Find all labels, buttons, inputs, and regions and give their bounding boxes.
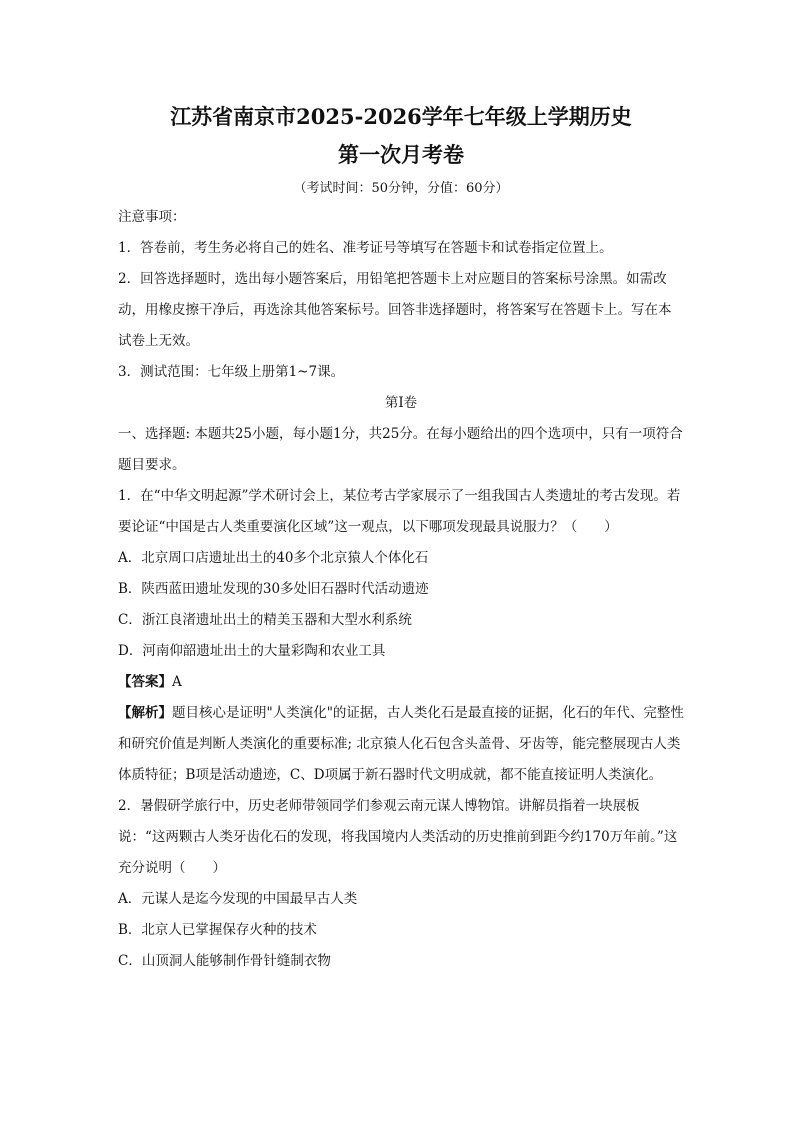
analysis-label: 【解析】: [118, 705, 172, 721]
exam-title-line2: 第一次月考卷: [338, 142, 464, 167]
notes-item-3: 3．测试范围：七年级上册第1~7课。: [118, 364, 345, 380]
question-1-answer: [118, 667, 684, 698]
analysis-text: 题目核心是证明"人类演化"的证据，古人类化石是最直接的证据，化石的年代、完整性和研究价值是判断人类演化的重要标准; 北京猿人化石包含头盖骨、牙齿等，能完整展现古人类体质特征；B项是活动遗迹，C、D项属于新石器时代文明成就，都不能直接证明人类演化。: [118, 705, 684, 783]
exam-title-line1: 江苏省南京市2025-2026学年七年级上学期历史: [170, 104, 632, 129]
notes-heading: 注意事项：: [118, 209, 186, 225]
answer-value: A: [172, 674, 182, 690]
question-2-option-c: C．山顶洞人能够制作骨针缝制衣物: [118, 953, 331, 969]
question-1-option-b: B．陕西蓝田遗址发现的30多处旧石器时代活动遗迹: [118, 581, 429, 597]
question-2-option-a: A．元谋人是迄今发现的中国最早古人类: [118, 891, 358, 907]
notes-item-1: 1．答卷前，考生务必将自己的姓名、准考证号等填写在答题卡和试卷指定位置上。: [118, 240, 613, 256]
part-one-heading: 一、选择题: 本题共25小题，每小题1分，共25分。在每小题给出的四个选项中，只有一项符合题目要求。: [118, 426, 683, 473]
question-2-option-b: B．北京人已掌握保存火种的技术: [118, 922, 317, 938]
question-1-option-c: C．浙江良渚遗址出土的精美玉器和大型水利系统: [118, 612, 412, 628]
exam-page: [118, 100, 684, 977]
volume-heading: 第I卷: [384, 395, 418, 411]
question-2-stem: 2．暑假研学旅行中，历史老师带领同学们参观云南元谋人博物馆。讲解员指着一块展板说：“这两颗古人类牙齿化石的发现，将我国境内人类活动的历史推前到距今约170万年前。”这充分说明（ ）: [118, 798, 678, 876]
question-1-option-d: D．河南仰韶遗址出土的大量彩陶和农业工具: [118, 643, 386, 659]
question-1-stem: 1．在“中华文明起源”学术研讨会上，某位考古学家展示了一组我国古人类遗址的考古发现。若要论证“中国是古人类重要演化区域”这一观点，以下哪项发现最具说服力？（ ）: [118, 488, 681, 535]
notes-item-2: 2．回答选择题时，选出每小题答案后，用铅笔把答题卡上对应题目的答案标号涂黑。如需改动，用橡皮擦干净后，再选涂其他答案标号。回答非选择题时，将答案写在答题卡上。写在本试卷上无效。: [118, 271, 672, 349]
question-1-option-a: A．北京周口店遗址出土的40多个北京猿人个体化石: [118, 550, 429, 566]
question-1-analysis: [118, 698, 684, 791]
exam-info: （考试时间：50分钟，分值：60分）: [293, 181, 509, 196]
answer-label: 【答案】: [118, 674, 172, 690]
